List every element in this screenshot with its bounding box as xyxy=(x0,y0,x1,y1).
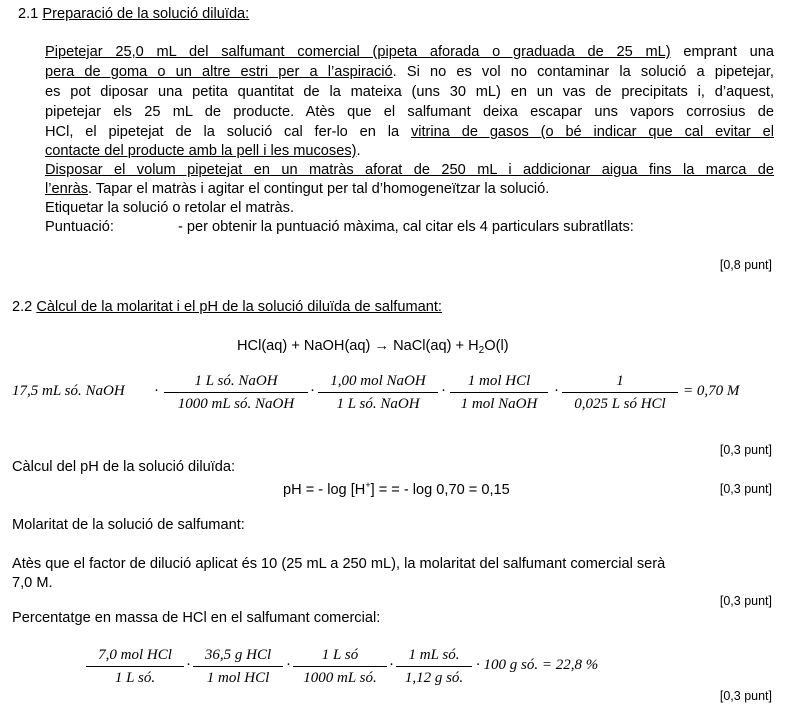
paragraph-line xyxy=(45,124,774,140)
fraction-1: 1 L só. NaOH 1000 mL só. NaOH xyxy=(164,371,308,414)
ph-equation: pH = - log [H+] = = - log 0,70 = 0,15 xyxy=(283,480,510,498)
text: . Si no es vol no contaminar la solució a pipetejar, xyxy=(392,64,774,80)
text: emprant una xyxy=(670,44,774,60)
percentage-title: Percentatge en massa de HCl en el salfumant comercial: xyxy=(12,610,381,626)
calc-tail: · 100 g só. = 22,8 % xyxy=(476,657,599,673)
underlined-text: Disposar el volum pipetejat en un matràs aforat de 250 mL i addicionar aigua fins la marca de xyxy=(45,162,774,178)
section-number: 2.1 xyxy=(18,6,39,22)
text: HCl, el pipetejat de la solució cal fer-lo en la xyxy=(45,124,411,140)
fraction-2: 36,5 g HCl 1 mol HCl xyxy=(193,645,283,688)
points-badge: [0,8 punt] xyxy=(719,258,772,272)
underlined-text: contacte del producte amb la pell i les mucoses) xyxy=(45,143,357,159)
points-badge: [0,3 punt] xyxy=(719,482,772,496)
molarity-text: Atès que el factor de dilució aplicat és 10 (25 mL a 250 mL), la molaritat del salfumant comercial serà xyxy=(12,556,666,572)
underlined-text: vitrina de gasos (o bé indicar que cal evitar el xyxy=(410,124,774,140)
paragraph-line xyxy=(45,181,549,197)
points-badge: [0,3 punt] xyxy=(719,443,772,457)
text: es pot diposar una petita quantitat de la mateixa (uns 30 mL) en un vas de precipitats i, d’aquest, xyxy=(45,84,774,100)
fraction-1: 7,0 mol HCl 1 L só. xyxy=(86,645,184,688)
paragraph-line xyxy=(45,200,294,216)
text: Etiquetar la solució o retolar el matràs. xyxy=(45,200,295,216)
calc-result: = 0,70 M xyxy=(683,383,740,399)
underlined-text: l’enràs xyxy=(45,181,88,197)
score-text: - per obtenir la puntuació màxima, cal citar els 4 particulars subratllats: xyxy=(178,219,634,235)
paragraph-line xyxy=(45,104,774,120)
paragraph-line xyxy=(45,44,774,60)
ph-title: Càlcul del pH de la solució diluïda: xyxy=(12,459,236,475)
section-title: Càlcul de la molaritat i el pH de la solució diluïda de salfumant: xyxy=(36,299,442,315)
molarity-text-2: 7,0 M. xyxy=(12,575,53,591)
fraction-4: 1 mL só. 1,12 g só. xyxy=(396,645,472,688)
fraction-2: 1,00 mol NaOH 1 L só. NaOH xyxy=(318,371,438,414)
section-number: 2.2 xyxy=(12,299,33,315)
underlined-text: pera de goma o un altre estri per a l’aspiració xyxy=(45,64,393,80)
section-title: Preparació de la solució diluïda: xyxy=(42,6,250,22)
fraction-3: 1 mol HCl 1 mol NaOH xyxy=(450,371,548,414)
fraction-4: 1 0,025 L só HCl xyxy=(562,371,678,414)
paragraph-line xyxy=(45,64,774,80)
text: pipetejar els 25 mL de producte. Atès que el salfumant deixa escapar uns vapors corrosius de xyxy=(45,104,774,120)
points-badge: [0,3 punt] xyxy=(719,594,772,608)
fraction-3: 1 L só 1000 mL só. xyxy=(293,645,387,688)
section-2-1-heading xyxy=(18,6,249,22)
underlined-text: Pipetejar 25,0 mL del salfumant comercial (pipeta aforada o graduada de 25 mL) xyxy=(45,44,671,60)
score-label: Puntuació: xyxy=(45,219,114,235)
points-badge: [0,3 punt] xyxy=(719,689,772,703)
paragraph-line xyxy=(45,84,774,100)
text: . Tapar el matràs i agitar el contingut per tal d’homogeneïtzar la solució. xyxy=(88,181,550,197)
molarity-title: Molaritat de la solució de salfumant: xyxy=(12,517,245,533)
section-2-2-heading xyxy=(12,299,442,315)
calc-lead: 17,5 mL só. NaOH xyxy=(12,383,125,399)
paragraph-line xyxy=(45,162,774,178)
paragraph-line xyxy=(45,143,361,159)
text: . xyxy=(356,143,361,159)
reaction-equation: HCl(aq) + NaOH(aq) → NaCl(aq) + $H_2O(l)$ xyxy=(237,338,509,356)
